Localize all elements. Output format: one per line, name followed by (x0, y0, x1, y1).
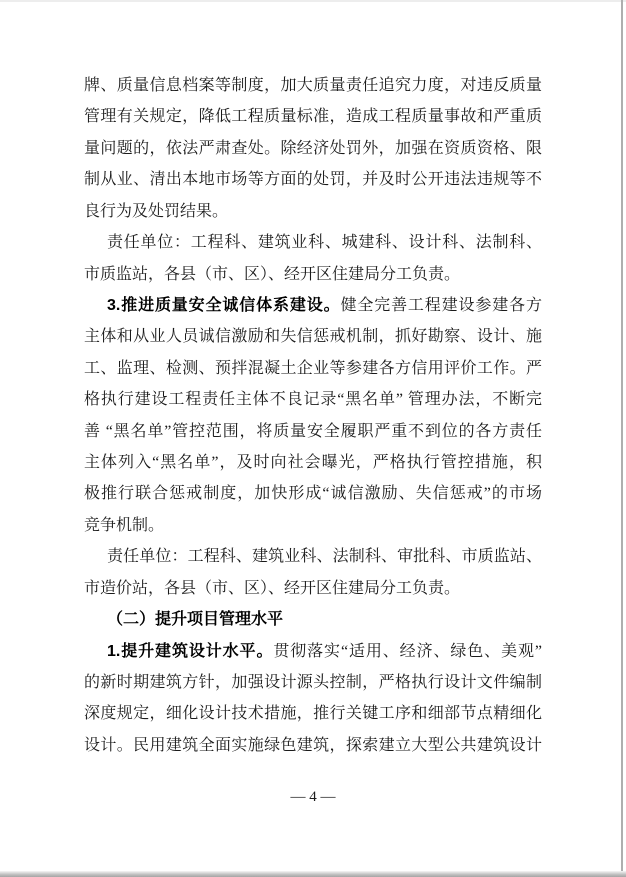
text-segment: 市造价站，各县（市、区）、经开区住建局分工负责。 (84, 579, 461, 597)
text-segment: 极推行联合惩戒制度，加快形成“诚信激励、失信惩戒”的市场 (84, 485, 542, 503)
text-segment: 竞争机制。 (84, 516, 165, 534)
text-segment: 主体列入“黑名单”，及时向社会曝光，严格执行管控措施，积 (84, 454, 542, 472)
text-segment: 制从业、清出本地市场等方面的处罚，并及时公开违法违规等不 (84, 171, 542, 189)
text-line (84, 698, 542, 729)
text-line (84, 541, 542, 572)
text-line (84, 384, 542, 415)
text-segment: 责任单位：工程科、建筑业科、法制科、审批科、市质监站、 (107, 548, 542, 566)
bold-text-segment: （二）提升项目管理水平 (107, 611, 284, 629)
text-line (84, 478, 542, 509)
text-segment: 善 “黑名单”管控范围，将质量安全履职严重不到位的各方责任 (84, 422, 542, 440)
text-segment: 的新时期建筑方针，加强设计源头控制，严格执行设计文件编制 (84, 674, 542, 692)
text-segment: 工、监理、检测、预拌混凝土企业等参建各方信用评价工作。严 (84, 359, 542, 377)
text-line (84, 353, 542, 384)
text-segment: 市质监站，各县（市、区）、经开区住建局分工负责。 (84, 265, 461, 283)
text-line (84, 101, 542, 132)
text-segment: 良行为及处罚结果。 (84, 202, 229, 220)
text-line (84, 604, 542, 635)
bold-text-segment: 1.提升建筑设计水平。 (107, 642, 274, 660)
text-line (84, 164, 542, 195)
scan-edge-top (0, 0, 626, 2)
page-number: — 4 — (290, 789, 336, 805)
text-line (84, 667, 542, 698)
text-segment: 主体和从业人员诚信激励和失信惩戒机制，抓好勘察、设计、施 (84, 328, 542, 346)
text-segment: 牌、质量信息档案等制度，加大质量责任追究力度，对违反质量 (84, 77, 542, 94)
text-segment: 管理有关规定，降低工程质量标准，造成工程质量事故和严重质 (84, 108, 542, 126)
text-line (84, 196, 542, 227)
text-line (84, 70, 542, 101)
bold-text-segment: 3.推进质量安全诚信体系建设。 (107, 296, 341, 314)
text-segment: 健全完善工程建设参建各方 (340, 296, 542, 314)
text-body (84, 70, 542, 761)
text-segment: 责任单位：工程科、建筑业科、城建科、设计科、法制科、 (107, 234, 542, 252)
text-line (84, 227, 542, 258)
scan-edge-bottom (0, 871, 626, 877)
text-segment: 深度规定，细化设计技术措施，推行关键工序和细部节点精细化 (84, 705, 542, 723)
text-line (84, 321, 542, 352)
text-line (84, 730, 542, 761)
text-line (84, 290, 542, 321)
text-line (84, 510, 542, 541)
text-line (84, 416, 542, 447)
text-line (84, 573, 542, 604)
text-segment: 量问题的，依法严肃查处。除经济处罚外，加强在资质资格、限 (84, 139, 542, 157)
text-line (84, 133, 542, 164)
text-segment: 格执行建设工程责任主体不良记录“黑名单” 管理办法，不断完 (84, 391, 542, 409)
text-line (84, 259, 542, 290)
scan-edge-right (621, 0, 623, 877)
text-line (84, 636, 542, 667)
text-segment: 贯彻落实“适用、经济、绿色、美观” (273, 642, 542, 660)
text-line (84, 447, 542, 478)
text-segment: 设计。民用建筑全面实施绿色建筑，探索建立大型公共建筑设计 (84, 736, 542, 754)
